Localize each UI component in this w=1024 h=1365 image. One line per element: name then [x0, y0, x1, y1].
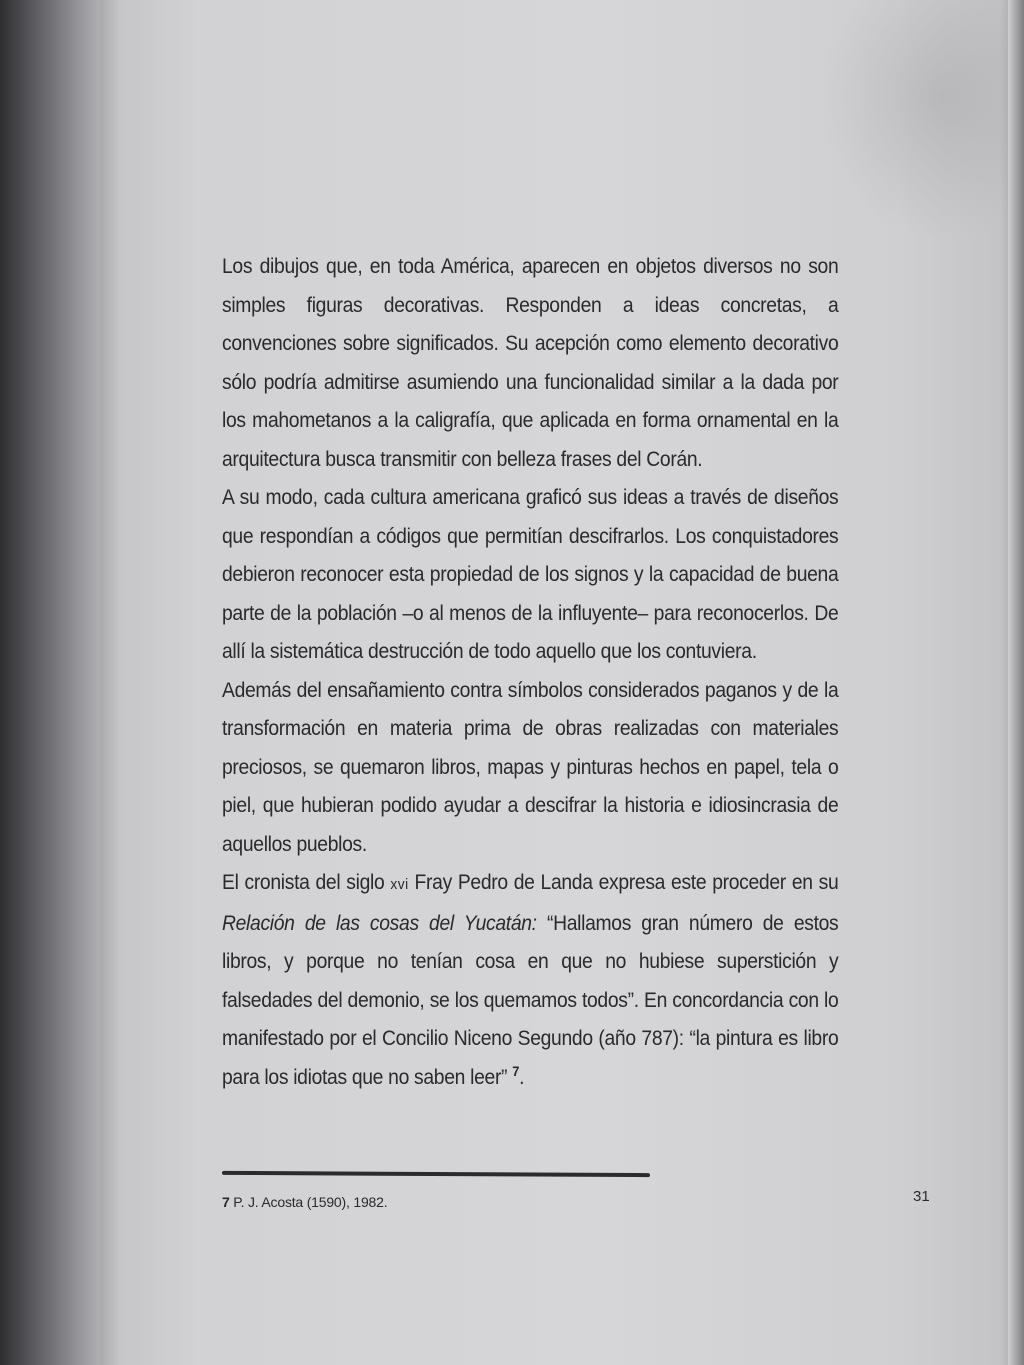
century-smallcaps: xvi	[390, 876, 409, 893]
paragraph-2: A su modo, cada cultura americana graficó sus ideas a través de diseños que respondían a códigos que permitían descifrarlos. Los conquistadores debieron reconocer esta propiedad de los signos y la capacidad de buena parte de la población –o al menos de la influyente– para reconocerlos. De allí la sistemática destrucción de todo aquello que los contuviera.	[222, 486, 839, 663]
paragraph-3: Además del ensañamiento contra símbolos considerados paganos y de la transformación en materia prima de obras realizadas con materiales preciosos, se quemaron libros, mapas y pinturas hechos en papel, tela o piel, que hubieran podido ayudar a descifrar la historia e idiosincrasia de aquellos pueblos.	[222, 678, 839, 856]
book-gutter-shadow	[0, 0, 100, 1365]
page-number: 31	[913, 1188, 930, 1205]
p4-text-3: “Hallamos gran número de estos libros, y porque no tenían cosa en que no hubiese superstición y falsedades del demonio, se los quemamos todos”. En concordancia con lo manifestado por el Concilio Niceno Segundo (año 787): “la pintura es libro para los idiotas que no saben leer”	[222, 911, 839, 1089]
body-text	[222, 248, 839, 1097]
footnote-number: 7	[222, 1194, 230, 1210]
book-title: Relación de las cosas del Yucatán:	[222, 911, 537, 935]
footnote-reference: 7	[512, 1062, 520, 1079]
footnote-text: P. J. Acosta (1590), 1982.	[233, 1194, 388, 1210]
footnote-rule	[222, 1171, 650, 1177]
paragraph-1: Los dibujos que, en toda América, aparecen en objetos diversos no son simples figuras decorativas. Responden a ideas concretas, a convenciones sobre significados. Su acepción como elemento decorativo sólo podría admitirse asumiendo una funcionalidad similar a la dada por los mahometanos a la caligrafía, que aplicada en forma ornamental en la arquitectura busca transmitir con belleza frases del Corán.	[222, 255, 839, 471]
p4-text-2: Fray Pedro de Landa expresa este proceder en su	[408, 871, 839, 894]
footnote	[222, 1194, 387, 1210]
p4-end: .	[519, 1065, 525, 1089]
p4-text-1: El cronista del siglo	[222, 871, 391, 894]
page-right-edge	[1008, 0, 1024, 1365]
paragraph-4	[222, 864, 838, 1097]
show-through-bleed	[820, 0, 1024, 240]
